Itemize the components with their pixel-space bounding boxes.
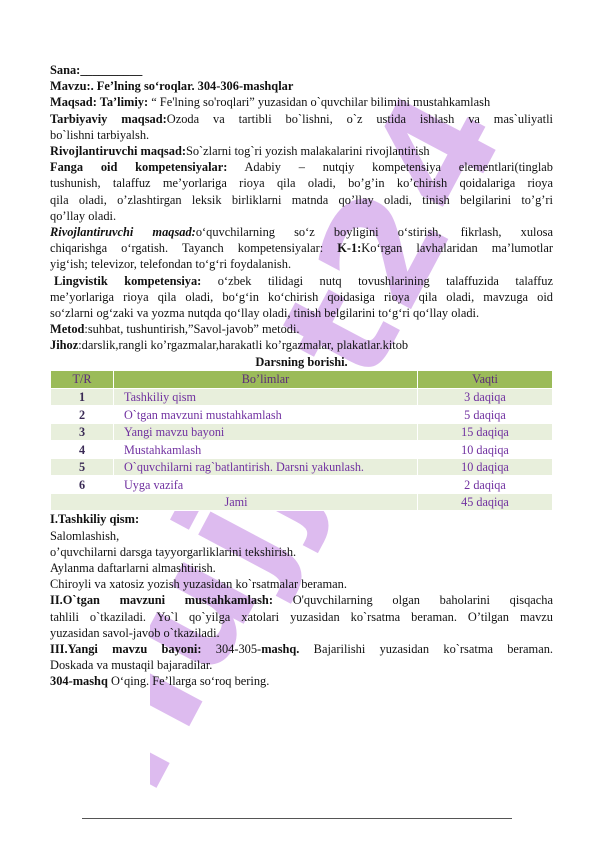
developmental-goal-2-line-2 xyxy=(50,240,553,256)
section-2-line-2: tahlili o`tkaziladi. Yo`l qo`yilga xatolari yuzasidan ko`rsatma beraman. O’tilgan mavzu xyxy=(50,609,553,624)
total-time: 45 daqiqa xyxy=(418,493,553,511)
date-blank: __________ xyxy=(80,63,143,77)
row-time: 3 daqiqa xyxy=(418,388,553,406)
table-row xyxy=(51,458,553,476)
row-time: 5 daqiqa xyxy=(418,406,553,424)
table-row xyxy=(51,441,553,459)
row-title: O`tgan mavzuni mustahkamlash xyxy=(114,406,418,424)
equipment-label: Jihoz xyxy=(50,338,79,353)
goal-text: “ Fe'lning so'roqlari” yuzasidan o`quvchilar bilimini mustahkamlash xyxy=(148,95,491,110)
exercise-304-line xyxy=(50,673,553,689)
subject-competence-line-1 xyxy=(50,159,553,175)
educational-goal-label: Tarbiyaviy maqsad: xyxy=(50,111,167,126)
section-2-text-1: O'quvchilarning olgan baholarini qisqacha xyxy=(292,593,553,608)
subject-competence-line-2: tushunish, talaffuz me’yorlariga rioya qila oladi, bo’g’in ko’chirish qoidalariga rioya xyxy=(50,176,553,191)
section-3-text-1a: 304-305- xyxy=(201,641,262,656)
educational-goal-line-2: bo`lishni tarbiyalsh. xyxy=(50,127,150,142)
section-1-title: I.Tashkiliy qism: xyxy=(50,512,140,527)
linguistic-competence-line-2: me’yorlariga rioya qila oladi, bo‘g‘in ko‘chirish qoidasiga rioya qila oladi, mavzuga oid xyxy=(50,289,553,304)
header-section: Bo’limlar xyxy=(114,370,418,388)
total-label: Jami xyxy=(51,493,418,511)
subject-competence-label: Fanga oid kompetensiyalar: xyxy=(50,160,228,175)
topic-line: Mavzu:. Fe’lning so‘roqlar. 304-306-mashqlar xyxy=(50,79,294,94)
developmental-goal-line xyxy=(50,143,553,159)
date-line xyxy=(50,62,553,78)
section-1-line-2: o’quvchilarni darsga tayyorgarliklarini tekshirish. xyxy=(50,544,297,559)
developmental-goal-2-text-2a: chiqarishga o‘rgatish. Tayanch kompetensiyalar: xyxy=(50,241,338,256)
section-1-line-4: Chiroyli va xatosiz yozish yuzasidan ko`rsatmalar beraman. xyxy=(50,577,347,592)
row-title: Uyga vazifa xyxy=(114,476,418,494)
row-num: 3 xyxy=(51,423,114,441)
row-num: 4 xyxy=(51,441,114,459)
section-1-line-1: Salomlashish, xyxy=(50,528,120,543)
goal-line xyxy=(50,94,553,110)
linguistic-competence-line-1 xyxy=(50,273,553,289)
row-time: 15 daqiqa xyxy=(418,423,553,441)
equipment-text: :darslik,rangli ko’rgazmalar,harakatli ko’rgazmalar, plakatlar.kitob xyxy=(78,338,409,353)
section-3-title: III.Yangi mavzu bayoni: xyxy=(50,641,202,656)
row-title: O`quvchilarni rag`batlantirish. Darsni yakunlash. xyxy=(114,458,418,476)
developmental-goal-text: So`zlarni tog`ri yozish malakalarini rivojlantirish xyxy=(185,144,430,159)
row-title: Mustahkamlash xyxy=(114,441,418,459)
row-num: 6 xyxy=(51,476,114,494)
goal-label: Maqsad: Ta’limiy: xyxy=(50,95,149,110)
row-title: Tashkiliy qism xyxy=(114,388,418,406)
section-2-line-3: yuzasidan savol-javob o`tkaziladi. xyxy=(50,625,220,640)
table-header-row xyxy=(51,370,553,388)
row-num: 1 xyxy=(51,388,114,406)
header-time: Vaqti xyxy=(418,370,553,388)
method-text: :suhbat, tushuntirish,”Savol-javob” metodi. xyxy=(84,322,300,337)
row-title: Yangi mavzu bayoni xyxy=(114,423,418,441)
linguistic-competence-line-3: so‘zlarni og‘zaki va yozma nutqda qo‘llay oladi, tinish belgilarini to‘g‘ri qo‘llay oladi. xyxy=(50,306,480,321)
subject-competence-text-1: Adabiy – nutqiy kompetensiya elementlari(tinglab xyxy=(227,160,553,175)
lesson-plan xyxy=(50,62,553,690)
section-1-line-3: Aylanma daftarlarni almashtirish. xyxy=(50,560,216,575)
section-2-line-1 xyxy=(50,592,553,608)
date-label: Sana: xyxy=(50,63,81,77)
equipment-line xyxy=(50,337,553,353)
table-row xyxy=(51,476,553,494)
table-row xyxy=(51,406,553,424)
footer-rule xyxy=(82,818,512,819)
section-3-text-1b: Bajarilishi yuzasidan ko`rsatma beraman. xyxy=(299,641,553,656)
developmental-goal-2-label: Rivojlantiruvchi maqsad: xyxy=(50,225,196,240)
k1-label: K-1: xyxy=(337,241,362,256)
developmental-goal-2-text-2b: Ko‘rgan lavhalaridan ma’lumotlar xyxy=(361,241,553,256)
row-num: 2 xyxy=(51,406,114,424)
table-row xyxy=(51,388,553,406)
method-label: Metod xyxy=(50,322,85,337)
method-line xyxy=(50,321,553,337)
linguistic-competence-label: Lingvistik kompetensiya: xyxy=(54,273,202,288)
developmental-goal-2-line-3: yig‘ish; televizor, telefondan to‘g‘ri foydalanish. xyxy=(50,257,292,272)
educational-goal-text-1: Ozoda va tartibli bo`lishni, o`z ustida ishlash va mas`uliyatli xyxy=(166,111,554,126)
row-num: 5 xyxy=(51,458,114,476)
educational-goal-line-1 xyxy=(50,111,553,127)
exercise-304-label: 304-mashq xyxy=(50,674,108,689)
section-3-mashq: mashq. xyxy=(261,641,300,656)
subject-competence-line-4: qo’llay oladi. xyxy=(50,208,117,223)
section-2-title: II.O`tgan mavzuni mustahkamlash: xyxy=(50,593,273,608)
linguistic-competence-text-1: o‘zbek tilidagi nutq tovushlarining talaffuzida talaffuz xyxy=(201,273,553,288)
section-3-line-2: Doskada va mustaqil bajaradilar. xyxy=(50,658,213,673)
table-total-row xyxy=(51,493,553,511)
developmental-goal-2-text-1: o‘quvchilarning so‘z boyligini o‘stirish, fikrlash, xulosa xyxy=(195,225,553,240)
lesson-schedule-table xyxy=(50,370,553,512)
table-row xyxy=(51,423,553,441)
subject-competence-line-3: qila oladi, o’zlashtirgan leksik birliklarni matnda qo’llay oladi, tinish belgilarini to’g’ri xyxy=(50,192,553,207)
row-time: 10 daqiqa xyxy=(418,458,553,476)
developmental-goal-label: Rivojlantiruvchi maqsad: xyxy=(50,144,186,159)
developmental-goal-2-line-1 xyxy=(50,224,553,240)
header-num: T/R xyxy=(51,370,114,388)
exercise-304-text: O‘qing. Fe’llarga so‘roq bering. xyxy=(107,674,270,689)
lesson-flow-title: Darsning borishi. xyxy=(255,354,348,369)
section-3-line-1 xyxy=(50,641,553,657)
row-time: 10 daqiqa xyxy=(418,441,553,459)
row-time: 2 daqiqa xyxy=(418,476,553,494)
